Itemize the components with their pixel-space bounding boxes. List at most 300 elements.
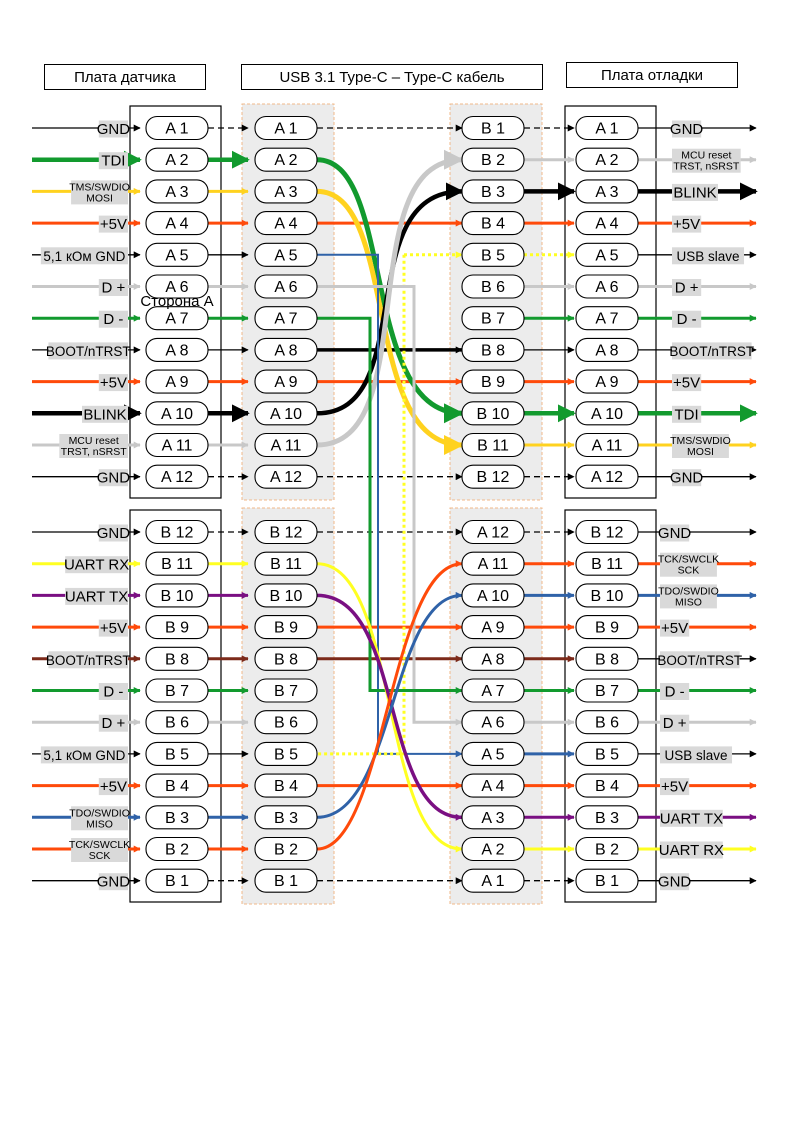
pin-2	[255, 212, 317, 235]
pin-4	[576, 370, 638, 393]
svg-text:GND: GND	[96, 121, 131, 138]
output-label	[658, 873, 692, 891]
input-label	[97, 873, 131, 891]
svg-text:A 3: A 3	[165, 183, 189, 201]
output-label	[669, 342, 754, 359]
svg-text:A 8: A 8	[595, 342, 619, 360]
output-label	[672, 311, 701, 329]
svg-text:TDO/SWDIO: TDO/SWDIO	[69, 807, 130, 820]
input-label	[64, 556, 129, 574]
svg-text:B 9: B 9	[273, 619, 299, 637]
svg-text:A 6: A 6	[481, 714, 505, 732]
pin-2	[255, 774, 317, 797]
svg-text:B 5: B 5	[273, 746, 299, 764]
pin-3	[462, 402, 524, 425]
svg-text:B 9: B 9	[164, 619, 190, 637]
svg-text:A 9: A 9	[165, 374, 189, 392]
svg-text:+5V: +5V	[99, 216, 127, 234]
pin-1	[146, 806, 208, 829]
pin-1	[146, 370, 208, 393]
pin-2	[255, 275, 317, 298]
svg-text:GND: GND	[96, 525, 131, 542]
svg-text:A 5: A 5	[165, 247, 189, 265]
svg-text:B 10: B 10	[160, 587, 194, 605]
svg-text:B 4: B 4	[273, 778, 299, 796]
pin-2	[255, 117, 317, 140]
pin-3	[462, 465, 524, 488]
input-label	[65, 588, 128, 606]
svg-text:A 11: A 11	[477, 556, 509, 574]
svg-text:A 1: A 1	[481, 873, 505, 891]
svg-text:A 6: A 6	[165, 279, 189, 296]
pin-1	[146, 434, 208, 457]
input-label	[99, 778, 128, 796]
svg-text:B 11: B 11	[270, 556, 302, 574]
output-label	[672, 149, 741, 173]
pin-4	[576, 521, 638, 544]
input-label	[41, 247, 128, 264]
pin-3	[462, 243, 524, 266]
side-a-label: Сторона А	[140, 293, 214, 310]
output-label	[660, 778, 689, 796]
svg-text:D +: D +	[662, 715, 687, 733]
pin-3	[462, 275, 524, 298]
svg-text:A 7: A 7	[274, 310, 298, 328]
input-label	[82, 406, 128, 424]
pin-1	[146, 774, 208, 797]
svg-text:MISO: MISO	[675, 596, 702, 609]
svg-text:A 5: A 5	[595, 247, 619, 265]
input-label	[69, 838, 130, 862]
pin-2	[255, 243, 317, 266]
svg-text:A 3: A 3	[595, 183, 619, 201]
output-label	[658, 584, 719, 608]
pin-3	[462, 584, 524, 607]
svg-text:+5V: +5V	[99, 620, 127, 638]
output-label	[672, 184, 718, 202]
svg-text:A 9: A 9	[274, 374, 298, 392]
pin-2	[255, 616, 317, 639]
pin-2	[255, 465, 317, 488]
svg-text:A 6: A 6	[595, 279, 619, 296]
svg-text:B 4: B 4	[594, 778, 620, 796]
svg-text:A 1: A 1	[595, 120, 619, 138]
pin-2	[255, 180, 317, 203]
svg-text:A 11: A 11	[591, 437, 623, 455]
pin-2	[255, 647, 317, 670]
pin-1	[146, 869, 208, 892]
svg-text:B 6: B 6	[164, 714, 190, 732]
svg-text:B 11: B 11	[161, 556, 193, 574]
svg-text:A 4: A 4	[595, 215, 619, 233]
svg-text:D -: D -	[103, 683, 124, 701]
svg-text:B 4: B 4	[480, 215, 506, 233]
svg-text:SCK: SCK	[677, 564, 700, 577]
pin-3	[462, 838, 524, 861]
svg-text:A 11: A 11	[270, 437, 302, 455]
svg-text:GND: GND	[657, 873, 692, 891]
svg-text:A 5: A 5	[274, 247, 298, 265]
input-label	[99, 311, 128, 329]
pin-4	[576, 212, 638, 235]
svg-text:B 2: B 2	[164, 841, 190, 859]
svg-text:B 2: B 2	[594, 841, 620, 859]
pin-4	[576, 711, 638, 734]
svg-text:A 6: A 6	[274, 279, 298, 296]
svg-text:GND: GND	[96, 873, 131, 891]
svg-text:B 1: B 1	[164, 873, 190, 891]
input-label	[97, 121, 131, 139]
pin-4	[576, 774, 638, 797]
svg-text:UART TX: UART TX	[659, 810, 724, 828]
svg-text:A 10: A 10	[590, 405, 624, 423]
svg-text:B 7: B 7	[164, 683, 190, 700]
tck-wire	[317, 564, 462, 849]
svg-text:TMS/SWDIO: TMS/SWDIO	[69, 181, 130, 194]
input-label	[99, 216, 128, 234]
svg-text:B 8: B 8	[164, 651, 190, 669]
svg-text:B 8: B 8	[480, 342, 506, 360]
input-label	[99, 152, 128, 170]
svg-text:A 3: A 3	[274, 183, 298, 201]
pin-3	[462, 711, 524, 734]
pin-2	[255, 338, 317, 361]
svg-text:MISO: MISO	[86, 818, 113, 831]
svg-text:TMS/SWDIO: TMS/SWDIO	[670, 435, 731, 447]
pin-4	[576, 275, 638, 298]
svg-text:A 12: A 12	[160, 469, 194, 487]
pin-3	[462, 212, 524, 235]
svg-text:B 5: B 5	[480, 247, 506, 265]
svg-text:TDI: TDI	[674, 406, 699, 424]
pin-2	[255, 370, 317, 393]
input-label	[97, 525, 131, 543]
svg-text:A 4: A 4	[274, 215, 298, 233]
svg-text:GND: GND	[669, 469, 704, 487]
svg-text:A 4: A 4	[481, 778, 505, 796]
svg-text:D -: D -	[676, 311, 697, 329]
pin-4	[576, 117, 638, 140]
input-label	[99, 279, 128, 297]
output-label	[672, 216, 701, 234]
svg-text:B 9: B 9	[480, 374, 506, 392]
svg-text:GND: GND	[669, 121, 704, 138]
pin-1	[146, 616, 208, 639]
pin-4	[576, 148, 638, 171]
pin-1	[146, 465, 208, 488]
pin-4	[576, 584, 638, 607]
pin-2	[255, 679, 317, 702]
svg-text:BOOT/nTRST: BOOT/nTRST	[669, 343, 755, 359]
svg-text:B 10: B 10	[590, 587, 624, 605]
output-label	[660, 746, 732, 763]
svg-text:A 2: A 2	[481, 841, 505, 859]
pin-3	[462, 552, 524, 575]
input-label	[99, 683, 128, 701]
svg-text:BOOT/nTRST: BOOT/nTRST	[45, 343, 131, 359]
debug-board-title: Плата отладки	[566, 62, 738, 88]
output-label	[672, 374, 701, 392]
svg-text:+5V: +5V	[661, 778, 689, 796]
pin-3	[462, 370, 524, 393]
pin-3	[462, 117, 524, 140]
svg-text:B 4: B 4	[164, 778, 190, 796]
pin-4	[576, 647, 638, 670]
svg-text:A 7: A 7	[595, 310, 619, 328]
pin-2	[255, 307, 317, 330]
svg-text:A 8: A 8	[274, 342, 298, 360]
svg-text:B 12: B 12	[269, 524, 303, 542]
svg-text:B 9: B 9	[594, 619, 620, 637]
pin-3	[462, 521, 524, 544]
pin-1	[146, 117, 208, 140]
svg-text:MOSI: MOSI	[687, 446, 714, 458]
output-label	[672, 247, 744, 264]
input-label	[41, 746, 128, 763]
pin-3	[462, 148, 524, 171]
input-label	[46, 651, 131, 668]
svg-text:B 12: B 12	[160, 524, 194, 542]
pin-1	[146, 307, 208, 330]
pin-2	[255, 584, 317, 607]
svg-text:MCU reset: MCU reset	[681, 149, 732, 162]
input-label	[69, 180, 130, 204]
svg-text:B 12: B 12	[476, 469, 510, 487]
pin-1	[146, 243, 208, 266]
svg-text:TDO/SWDIO: TDO/SWDIO	[658, 585, 719, 598]
pin-4	[576, 465, 638, 488]
pin-1	[146, 584, 208, 607]
svg-text:A 7: A 7	[481, 683, 505, 700]
pin-4	[576, 180, 638, 203]
pin-1	[146, 838, 208, 861]
svg-text:TRST, nSRST: TRST, nSRST	[673, 160, 740, 173]
svg-text:B 3: B 3	[164, 809, 190, 827]
svg-text:TCK/SWCLK: TCK/SWCLK	[68, 839, 131, 851]
svg-text:A 1: A 1	[274, 120, 298, 138]
svg-text:B 5: B 5	[164, 746, 190, 764]
svg-text:A 2: A 2	[595, 152, 619, 170]
svg-text:5,1 кОм GND: 5,1 кОм GND	[43, 747, 126, 763]
pin-1	[146, 521, 208, 544]
svg-text:USB slave: USB slave	[664, 747, 728, 763]
svg-text:A 8: A 8	[481, 651, 505, 669]
pin-3	[462, 869, 524, 892]
output-label	[657, 651, 742, 668]
svg-text:A 12: A 12	[476, 524, 510, 542]
dminus-wire	[317, 318, 462, 690]
svg-text:GND: GND	[96, 469, 131, 487]
pin-1	[146, 742, 208, 765]
svg-text:A 9: A 9	[595, 374, 619, 392]
sensor-board-title: Плата датчика	[44, 64, 206, 90]
pin-2	[255, 434, 317, 457]
svg-text:B 5: B 5	[594, 746, 620, 764]
pin-4	[576, 402, 638, 425]
svg-text:A 12: A 12	[590, 469, 624, 487]
pin-1	[146, 402, 208, 425]
input-label	[97, 469, 131, 487]
svg-text:B 7: B 7	[594, 683, 620, 700]
svg-text:+5V: +5V	[661, 620, 689, 638]
output-label	[672, 279, 701, 297]
svg-text:B 8: B 8	[273, 651, 299, 669]
svg-text:B 6: B 6	[480, 279, 506, 296]
svg-text:B 7: B 7	[273, 683, 299, 700]
output-label	[660, 715, 689, 733]
output-label	[672, 406, 701, 424]
svg-text:B 1: B 1	[594, 873, 620, 891]
pin-2	[255, 806, 317, 829]
svg-text:D +: D +	[674, 279, 699, 297]
pin-4	[576, 616, 638, 639]
svg-text:B 10: B 10	[476, 405, 510, 423]
svg-text:B 7: B 7	[480, 310, 506, 328]
svg-text:USB slave: USB slave	[676, 248, 740, 264]
pin-1	[146, 180, 208, 203]
pin-1	[146, 212, 208, 235]
pin-3	[462, 307, 524, 330]
svg-text:A 10: A 10	[476, 587, 510, 605]
svg-text:B 10: B 10	[269, 587, 303, 605]
svg-text:B 6: B 6	[594, 714, 620, 732]
pin-3	[462, 742, 524, 765]
input-label	[69, 806, 130, 830]
svg-text:A 4: A 4	[165, 215, 189, 233]
pin-4	[576, 806, 638, 829]
output-label	[660, 620, 689, 638]
svg-text:BOOT/nTRST: BOOT/nTRST	[657, 652, 743, 668]
svg-text:B 3: B 3	[480, 183, 506, 201]
svg-text:BLINK: BLINK	[673, 184, 717, 202]
svg-text:A 2: A 2	[274, 152, 298, 170]
pin-2	[255, 742, 317, 765]
pin-1	[146, 711, 208, 734]
svg-text:TDI: TDI	[101, 152, 126, 170]
pin-4	[576, 307, 638, 330]
pin-4	[576, 338, 638, 361]
pin-3	[462, 616, 524, 639]
pin-2	[255, 402, 317, 425]
svg-text:A 2: A 2	[165, 152, 189, 170]
output-label	[660, 810, 723, 828]
svg-text:A 10: A 10	[269, 405, 303, 423]
pin-4	[576, 838, 638, 861]
pin-3	[462, 338, 524, 361]
svg-text:B 2: B 2	[480, 152, 506, 170]
pin-3	[462, 180, 524, 203]
pin-2	[255, 552, 317, 575]
svg-text:+5V: +5V	[99, 374, 127, 392]
svg-text:SCK: SCK	[88, 850, 111, 862]
svg-text:B 3: B 3	[594, 809, 620, 827]
svg-text:MCU reset: MCU reset	[68, 435, 119, 447]
svg-text:B 11: B 11	[477, 437, 509, 455]
svg-text:D +: D +	[101, 279, 126, 297]
pin-1	[146, 552, 208, 575]
svg-text:A 3: A 3	[481, 809, 505, 827]
pin-4	[576, 434, 638, 457]
output-label	[658, 553, 719, 577]
pin-3	[462, 434, 524, 457]
svg-text:5,1 кОм GND: 5,1 кОм GND	[43, 248, 126, 264]
svg-text:B 1: B 1	[480, 120, 506, 138]
pin-4	[576, 742, 638, 765]
pin-3	[462, 774, 524, 797]
pin-1	[146, 647, 208, 670]
output-label	[658, 525, 692, 543]
svg-text:A 12: A 12	[269, 469, 303, 487]
pin-3	[462, 679, 524, 702]
svg-text:+5V: +5V	[673, 374, 701, 392]
output-label	[660, 683, 689, 701]
svg-text:+5V: +5V	[99, 778, 127, 796]
svg-text:D -: D -	[664, 683, 685, 701]
svg-text:B 11: B 11	[591, 556, 623, 574]
svg-text:A 1: A 1	[165, 120, 189, 138]
pin-1	[146, 338, 208, 361]
svg-text:B 12: B 12	[590, 524, 624, 542]
reset-wire	[317, 160, 462, 445]
pin-3	[462, 647, 524, 670]
svg-text:D +: D +	[101, 715, 126, 733]
output-label	[670, 434, 731, 458]
input-label	[59, 434, 128, 458]
pin-2	[255, 711, 317, 734]
output-label	[670, 469, 704, 487]
input-label	[99, 620, 128, 638]
svg-text:UART RX: UART RX	[658, 842, 725, 859]
svg-text:A 7: A 7	[165, 310, 189, 328]
svg-text:B 2: B 2	[273, 841, 299, 859]
svg-text:UART RX: UART RX	[63, 556, 130, 574]
pin-4	[576, 552, 638, 575]
input-label	[99, 374, 128, 392]
svg-text:A 9: A 9	[481, 619, 505, 637]
svg-text:A 8: A 8	[165, 342, 189, 360]
svg-text:B 3: B 3	[273, 809, 299, 827]
svg-text:BOOT/nTRST: BOOT/nTRST	[45, 652, 131, 668]
svg-text:A 11: A 11	[161, 437, 193, 455]
svg-text:D -: D -	[103, 311, 124, 329]
pin-2	[255, 838, 317, 861]
pin-2	[255, 148, 317, 171]
pin-2	[255, 521, 317, 544]
output-label	[670, 121, 704, 139]
svg-text:B 6: B 6	[273, 714, 299, 732]
pin-2	[255, 869, 317, 892]
svg-text:MOSI: MOSI	[86, 192, 113, 205]
svg-text:B 1: B 1	[273, 873, 299, 891]
svg-text:B 8: B 8	[594, 651, 620, 669]
pin-4	[576, 679, 638, 702]
output-label	[659, 842, 724, 860]
input-label	[99, 715, 128, 733]
pin-4	[576, 243, 638, 266]
svg-text:BLINK: BLINK	[83, 406, 127, 424]
pin-4	[576, 869, 638, 892]
pin-1	[146, 148, 208, 171]
pin-3	[462, 806, 524, 829]
pin-1	[146, 679, 208, 702]
svg-text:A 5: A 5	[481, 746, 505, 764]
svg-text:A 10: A 10	[160, 405, 194, 423]
svg-text:+5V: +5V	[673, 216, 701, 234]
svg-text:TRST, nSRST: TRST, nSRST	[60, 446, 127, 458]
cable-title: USB 3.1 Type-C – Type-C кабель	[241, 64, 543, 90]
input-label	[46, 342, 131, 359]
svg-text:UART TX: UART TX	[64, 588, 129, 606]
